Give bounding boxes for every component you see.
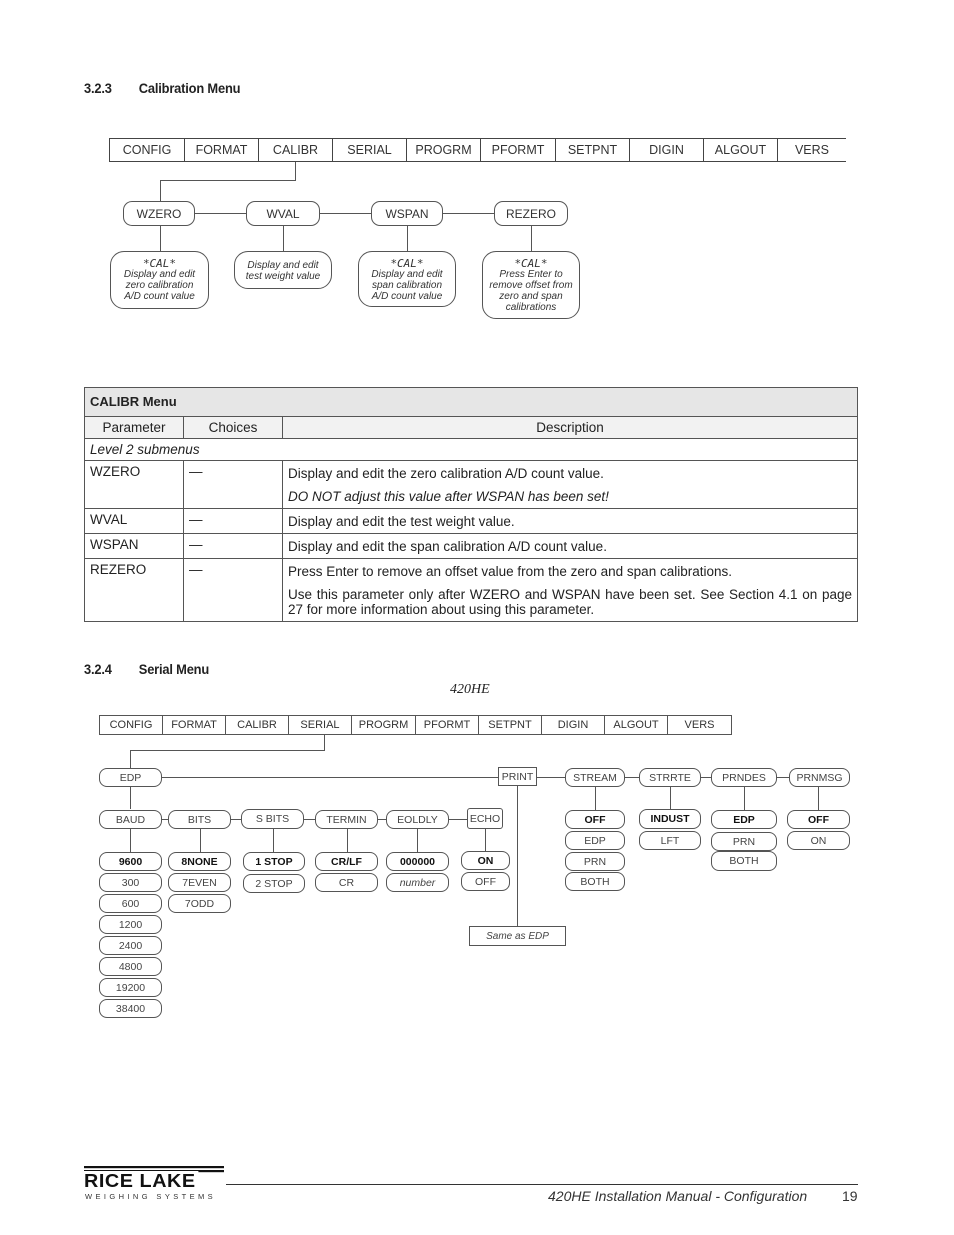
serial-baud[interactable]: BAUD bbox=[99, 810, 162, 829]
serial-menu-bar bbox=[99, 715, 732, 735]
prndes-value[interactable]: EDP bbox=[711, 810, 777, 829]
submenu-wzero[interactable]: WZERO bbox=[123, 201, 195, 226]
desc-text: Display and edit the zero calibration A/D count value. bbox=[288, 466, 604, 481]
menu-digin[interactable]: DIGIN bbox=[629, 138, 703, 162]
prnmsg-value[interactable]: ON bbox=[787, 831, 850, 850]
baud-value[interactable]: 300 bbox=[99, 873, 162, 892]
submenu-wspan[interactable]: WSPAN bbox=[371, 201, 443, 226]
menu-setpnt[interactable]: SETPNT bbox=[478, 715, 541, 735]
cal-label: *CAL* bbox=[390, 257, 424, 270]
calibr-menu-bar bbox=[109, 138, 846, 162]
serial-eoldly[interactable]: EOLDLY bbox=[386, 810, 449, 829]
bubble-wspan bbox=[358, 251, 456, 307]
stream-value[interactable]: BOTH bbox=[565, 872, 625, 891]
table-row bbox=[85, 534, 858, 559]
menu-format[interactable]: FORMAT bbox=[162, 715, 225, 735]
table-row bbox=[85, 461, 858, 509]
serial-print[interactable]: PRINT bbox=[498, 767, 537, 786]
bubble-wzero bbox=[110, 251, 209, 309]
param-cell: WSPAN bbox=[85, 534, 184, 559]
choices-cell: — bbox=[184, 534, 283, 559]
strrte-value[interactable]: LFT bbox=[639, 831, 701, 850]
section-title: Calibration Menu bbox=[138, 80, 241, 96]
section-heading-serial bbox=[84, 661, 209, 677]
prndes-value[interactable]: BOTH bbox=[711, 851, 777, 871]
menu-vers[interactable]: VERS bbox=[667, 715, 732, 735]
bits-value[interactable]: 7EVEN bbox=[168, 873, 231, 892]
menu-progrm[interactable]: PROGRM bbox=[351, 715, 415, 735]
baud-value[interactable]: 38400 bbox=[99, 999, 162, 1018]
menu-calibr[interactable]: CALIBR bbox=[258, 138, 332, 162]
logo-sub: WEIGHING SYSTEMS bbox=[85, 1192, 217, 1201]
serial-edp[interactable]: EDP bbox=[99, 768, 162, 787]
baud-value[interactable]: 19200 bbox=[99, 978, 162, 997]
bits-value[interactable]: 7ODD bbox=[168, 894, 231, 913]
page-number: 19 bbox=[842, 1188, 858, 1204]
table-row bbox=[85, 509, 858, 534]
menu-algout[interactable]: ALGOUT bbox=[703, 138, 777, 162]
menu-pformt[interactable]: PFORMT bbox=[415, 715, 478, 735]
baud-value[interactable]: 600 bbox=[99, 894, 162, 913]
echo-value[interactable]: OFF bbox=[461, 872, 510, 891]
choices-cell: — bbox=[184, 461, 283, 509]
eoldly-value[interactable]: number bbox=[386, 873, 449, 892]
termin-value[interactable]: CR/LF bbox=[315, 852, 378, 871]
menu-serial[interactable]: SERIAL bbox=[332, 138, 406, 162]
desc-cell bbox=[283, 461, 858, 509]
sbits-value[interactable]: 2 STOP bbox=[243, 874, 305, 893]
menu-format[interactable]: FORMAT bbox=[184, 138, 258, 162]
submenu-rezero[interactable]: REZERO bbox=[494, 201, 568, 226]
level-label: Level 2 submenus bbox=[85, 439, 858, 461]
sbits-value[interactable]: 1 STOP bbox=[243, 852, 305, 871]
serial-prnmsg[interactable]: PRNMSG bbox=[789, 768, 850, 787]
serial-sbits[interactable]: S BITS bbox=[241, 809, 304, 829]
strrte-value[interactable]: INDUST bbox=[639, 809, 701, 829]
prnmsg-value[interactable]: OFF bbox=[787, 810, 850, 829]
col-parameter: Parameter bbox=[85, 417, 184, 439]
desc-text-2: Use this parameter only after WZERO and WSPAN have been set. See Section 4.1 on page 27 for more information about using this parameter. bbox=[288, 587, 852, 617]
bits-value[interactable]: 8NONE bbox=[168, 852, 231, 871]
serial-strrte[interactable]: STRRTE bbox=[639, 768, 701, 787]
param-cell: REZERO bbox=[85, 559, 184, 622]
logo-main: RICE LAKE bbox=[84, 1171, 198, 1192]
choices-cell: — bbox=[184, 559, 283, 622]
baud-value[interactable]: 9600 bbox=[99, 852, 162, 871]
table-row bbox=[85, 559, 858, 622]
stream-value[interactable]: EDP bbox=[565, 831, 625, 850]
serial-bits[interactable]: BITS bbox=[168, 810, 231, 829]
rice-lake-logo bbox=[84, 1165, 224, 1203]
footer-manual-title: 420HE Installation Manual - Configuration bbox=[548, 1188, 808, 1204]
bubble-text: Display and edit test weight value bbox=[245, 260, 321, 282]
calibr-menu-table bbox=[84, 387, 858, 622]
bubble-text: Display and edit span calibration A/D count value bbox=[371, 269, 443, 302]
termin-value[interactable]: CR bbox=[315, 873, 378, 892]
bubble-text: Display and edit zero calibration A/D count value bbox=[123, 269, 196, 302]
menu-algout[interactable]: ALGOUT bbox=[604, 715, 667, 735]
same-as-edp-note: Same as EDP bbox=[469, 926, 566, 946]
bubble-wval bbox=[234, 251, 332, 289]
serial-prndes[interactable]: PRNDES bbox=[711, 768, 777, 787]
menu-setpnt[interactable]: SETPNT bbox=[555, 138, 629, 162]
baud-value[interactable]: 4800 bbox=[99, 957, 162, 976]
menu-pformt[interactable]: PFORMT bbox=[480, 138, 555, 162]
bubble-text: Press Enter to remove offset from zero and span calibrations bbox=[489, 269, 573, 313]
param-cell: WVAL bbox=[85, 509, 184, 534]
bubble-rezero bbox=[482, 251, 580, 319]
table-title: CALIBR Menu bbox=[85, 388, 858, 417]
desc-warning: DO NOT adjust this value after WSPAN has been set! bbox=[288, 489, 609, 504]
menu-calibr[interactable]: CALIBR bbox=[225, 715, 288, 735]
prndes-value[interactable]: PRN bbox=[711, 832, 777, 851]
desc-cell bbox=[283, 509, 858, 534]
menu-progrm[interactable]: PROGRM bbox=[406, 138, 480, 162]
serial-echo[interactable]: ECHO bbox=[467, 808, 503, 829]
choices-cell: — bbox=[184, 509, 283, 534]
stream-value[interactable]: OFF bbox=[565, 810, 625, 829]
menu-serial[interactable]: SERIAL bbox=[288, 715, 351, 735]
baud-value[interactable]: 1200 bbox=[99, 915, 162, 934]
col-description: Description bbox=[283, 417, 858, 439]
cal-label: *CAL* bbox=[514, 257, 548, 270]
menu-vers[interactable]: VERS bbox=[777, 138, 846, 162]
col-choices: Choices bbox=[184, 417, 283, 439]
desc-text: Press Enter to remove an offset value from the zero and span calibrations. bbox=[288, 564, 732, 579]
stream-value[interactable]: PRN bbox=[565, 852, 625, 871]
serial-stream[interactable]: STREAM bbox=[565, 768, 625, 787]
eoldly-value[interactable]: 000000 bbox=[386, 852, 449, 871]
section-heading-calibration bbox=[84, 80, 240, 96]
desc-cell bbox=[283, 534, 858, 559]
section-title: Serial Menu bbox=[138, 661, 210, 677]
menu-config[interactable]: CONFIG bbox=[99, 715, 162, 735]
section-number: 3.2.4 bbox=[84, 661, 112, 677]
cal-label: *CAL* bbox=[142, 257, 177, 270]
menu-config[interactable]: CONFIG bbox=[109, 138, 184, 162]
desc-text: Display and edit the span calibration A/D count value. bbox=[288, 539, 607, 554]
submenu-wval[interactable]: WVAL bbox=[246, 201, 320, 226]
section-number: 3.2.3 bbox=[84, 80, 112, 96]
baud-value[interactable]: 2400 bbox=[99, 936, 162, 955]
desc-cell bbox=[283, 559, 858, 622]
serial-termin[interactable]: TERMIN bbox=[315, 810, 378, 829]
echo-value[interactable]: ON bbox=[461, 851, 510, 870]
menu-digin[interactable]: DIGIN bbox=[541, 715, 604, 735]
param-cell: WZERO bbox=[85, 461, 184, 509]
desc-text: Display and edit the test weight value. bbox=[288, 514, 515, 529]
model-subtitle: 420HE bbox=[450, 682, 490, 697]
